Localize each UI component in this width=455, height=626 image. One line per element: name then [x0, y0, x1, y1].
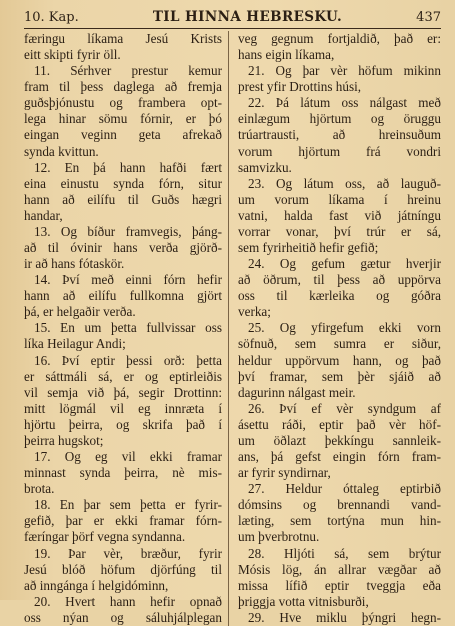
text-line: 17. Og eg vil ekki framar [34, 449, 222, 465]
text-line: þriggja votta vitnisburði, [238, 593, 369, 609]
text-line: eitt skipti fyrir öll. [24, 47, 121, 63]
text-line: 25. Og yfirgefum ekki vorn [248, 320, 441, 336]
text-line: 20. Hvert hann hefir opnað [34, 593, 222, 609]
text-line: dagurinn nálgast meir. [238, 384, 356, 400]
text-line: 29. Hve miklu þýngri hegn- [248, 609, 441, 625]
text-line: synda kvittun. [24, 143, 99, 159]
text-line: þeirra hugskot; [24, 432, 104, 448]
text-line: ar fyrir syndirnar, [238, 465, 331, 481]
text-line: ans, þá gefst eingin fórn fram- [238, 449, 441, 465]
text-line: 23. Og látum oss, að lauguð- [248, 175, 441, 191]
text-line: handar, [24, 207, 63, 223]
text-line: gefið, þar er ekki framar fórn- [24, 513, 222, 529]
text-line: hans eigin líkama, [238, 47, 335, 63]
text-line: Mósis lög, án allrar vægðar að [238, 561, 441, 577]
text-line: 27. Heldur óttaleg eptirbið [248, 481, 441, 497]
text-line: dómsins og brennandi vand- [238, 497, 441, 513]
text-line: 28. Hljóti sá, sem brýtur [248, 545, 441, 561]
text-line: prest yfir Drottins húsi, [238, 79, 362, 95]
text-line: hjörtu þeirra, og skrifa það í [24, 416, 222, 432]
text-line: hann að eilífu fullkomna gjört [24, 288, 222, 304]
text-line: að til óvinir hans verða gjörð- [24, 240, 222, 256]
text-line: söfnuð, sem sumra er siður, [238, 336, 441, 352]
text-line: 26. Því ef vèr syndgum af [248, 400, 441, 416]
text-line: 19. Þar vèr, bræður, fyrir [34, 545, 222, 561]
text-line: minnast synda þeirra, nè mis- [24, 465, 222, 481]
text-line: veg gegnum fortjaldið, það er: [238, 31, 441, 46]
text-line: heldur uppörvum hann, og það [238, 352, 441, 368]
text-line: 13. Og bíður framvegis, þáng- [34, 223, 222, 239]
text-line: að inngánga í helgidóminn, [24, 577, 169, 593]
text-line: Jesú blóð höfum djörfúng til [24, 561, 222, 577]
text-line: mitt lögmál vil eg innræta í [24, 400, 222, 416]
text-line: er sáttmáli sá, er og eptirleiðis [24, 368, 222, 384]
text-line: 11. Sérhver prestur kemur [34, 63, 222, 79]
text-line: því framar, sem þèr sjáið að [238, 368, 441, 384]
chapter-label: 10. Kap. [24, 10, 79, 25]
text-line: um öðlazt þekkíngu sannleik- [238, 432, 441, 448]
text-line: hann að eilífu til Guðs hægri [24, 191, 222, 207]
text-line: um þverbrotnu. [238, 529, 320, 545]
text-line: lega hinar sömu fórnir, er þó [24, 111, 222, 127]
text-line: vorum hjörtum frá vondri [238, 143, 441, 159]
text-line: 14. Því með einni fórn hefir [34, 272, 222, 288]
text-line: 24. Og gefum gætur hverjir [248, 256, 441, 272]
text-line: missa lífið eptir tveggja eða [238, 577, 441, 593]
text-line: ásettu ráði, eptir það vèr höf- [238, 416, 441, 432]
running-header [24, 8, 441, 29]
page-number: 437 [416, 10, 441, 25]
text-line: fram til þess daglega að fremja [24, 79, 222, 95]
text-line: færíngar þörf vegna syndanna. [24, 529, 186, 545]
text-line: samvizku. [238, 159, 292, 175]
text-line: 16. Því eptir þessi orð: þetta [34, 352, 222, 368]
text-line: 12. En þá hann hafði fært [34, 159, 222, 175]
text-line: um vorum líkama í hreinu [238, 191, 441, 207]
left-column [24, 31, 229, 626]
text-line: líka Heilagur Andi; [24, 336, 126, 352]
text-line: oss nýan og sáluhjálplegan [24, 609, 222, 625]
text-line: 21. Og þar vèr höfum mikinn [248, 63, 441, 79]
text-line: trúartrausti, að hreinsuðum [238, 127, 441, 143]
text-line: verka; [238, 304, 271, 320]
text-line: eina einustu synda fórn, situr [24, 175, 222, 191]
text-line: vil semja við þá, segir Drottinn: [24, 384, 222, 400]
text-line: guðsþjónustu og frambera opt- [24, 95, 222, 111]
running-title: TIL HINNA HEBRESKU. [152, 9, 343, 25]
text-line: brota. [24, 481, 55, 497]
text-line: vatni, halda fast við játníngu [238, 207, 441, 223]
text-line: 15. En um þetta fullvissar oss [34, 320, 222, 336]
text-line: oss til kærleika og góðra [238, 288, 441, 304]
right-column [232, 31, 441, 626]
text-line: færingu líkama Jesú Krists [24, 31, 222, 46]
text-line: læting, sem tortýna mun hin- [238, 513, 441, 529]
text-line: 18. En þar sem þetta er fyrir- [34, 497, 222, 513]
text-line: ir að hans fótaskör. [24, 256, 125, 272]
text-columns [24, 31, 441, 626]
text-line: þá, er helgaðir verða. [24, 304, 136, 320]
text-line: að öðrum, til þess að uppörva [238, 272, 441, 288]
text-line: vorrar vonar, því trúr er sá, [238, 223, 441, 239]
text-line: einlægum hjörtum og öruggu [238, 111, 441, 127]
text-line: eingan veginn geta afrekað [24, 127, 222, 143]
text-line: sem fyrirheitið hefir gefið; [238, 240, 379, 256]
text-line: 22. Þá látum oss nálgast með [248, 95, 441, 111]
